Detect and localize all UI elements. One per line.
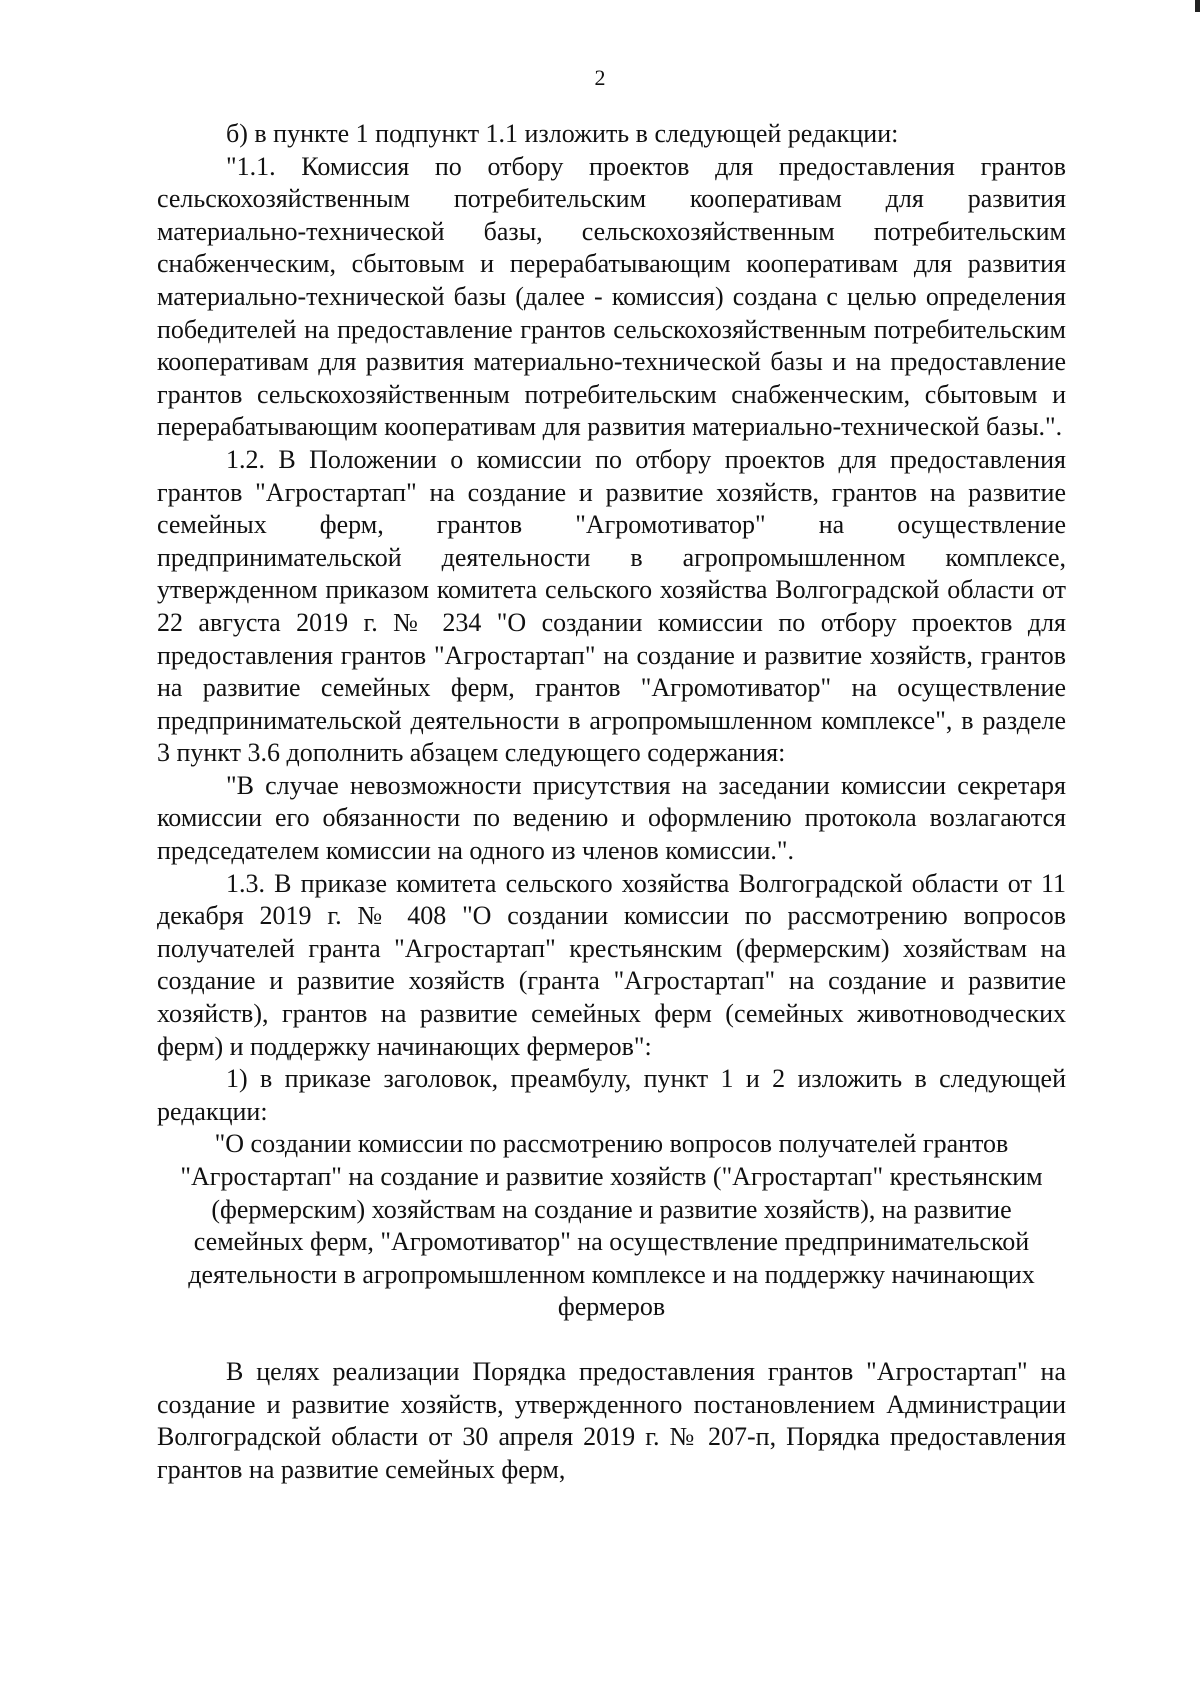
centered-order-title: "О создании комиссии по рассмотрению вопросов получателей грантов "Агростартап" на создание и развитие хозяйств ("Агростартап" крестьянским (фермерским) хозяйствам на создание и развитие хозяйств), на развитие семейных ферм, "Агромотиватор" на осуществление предпринимательской деятельности в агропромышленном комплексе и на поддержку начинающих фермеров — [180, 1129, 1043, 1322]
paragraph-clause-1-2: 1.2. В Положении о комиссии по отбору проектов для предоставления грантов "Агростартап" на создание и развитие хозяйств, грантов на развитие семейных ферм, грантов "Агромотиватор" на осуществление предпринимательской деятельности в агропромышленном комплексе, утвержденном приказом комитета сельского хозяйства Волгоградской области от 22 августа 2019 г. № 234 "О создании комиссии по отбору проектов для предоставления грантов "Агростартап" на создание и развитие хозяйств, грантов на развитие семейных ферм, грантов "Агромотиватор" на осуществление предпринимательской деятельности в агропромышленном комплексе", в разделе 3 пункт 3.6 дополнить абзацем следующего содержания: — [157, 444, 1066, 768]
page-number: 2 — [594, 65, 606, 90]
document-body — [157, 118, 1066, 1486]
paragraph-quoted-addition: "В случае невозможности присутствия на заседании комиссии секретаря комиссии его обязанности по ведению и оформлению протокола возлагаются председателем комиссии на одного из членов комиссии.". — [157, 770, 1066, 866]
paragraph-subclause-1: 1) в приказе заголовок, преамбулу, пункт 1 и 2 изложить в следующей редакции: — [157, 1064, 1066, 1126]
paragraph-amendment-b: б) в пункте 1 подпункт 1.1 изложить в следующей редакции: — [226, 119, 899, 148]
paragraph-clause-1-3: 1.3. В приказе комитета сельского хозяйства Волгоградской области от 11 декабря 2019 г. № 408 "О создании комиссии по рассмотрению вопросов получателей гранта "Агростартап" крестьянским (фермерским) хозяйствам на создание и развитие хозяйств (гранта "Агростартап" на создание и развитие хозяйств), грантов на развитие семейных ферм (семейных животноводческих ферм) и поддержку начинающих фермеров": — [157, 868, 1066, 1061]
scan-edge-mark — [1195, 0, 1200, 12]
paragraph-clause-1-1: "1.1. Комиссия по отбору проектов для предоставления грантов сельскохозяйственным потребительским кооперативам для развития материально-технической базы, сельскохозяйственным потребительским снабженческим, сбытовым и перерабатывающим кооперативам для развития материально-технической базы (далее - комиссия) создана с целью определения победителей на предоставление грантов сельскохозяйственным потребительским кооперативам для развития материально-технической базы и на предоставление грантов сельскохозяйственным потребительским снабженческим, сбытовым и перерабатывающим кооперативам для развития материально-технической базы.". — [157, 151, 1066, 442]
paragraph-preamble: В целях реализации Порядка предоставления грантов "Агростартап" на создание и развитие хозяйств, утвержденного постановлением Администрации Волгоградской области от 30 апреля 2019 г. № 207-п, Порядка предоставления грантов на развитие семейных ферм, — [157, 1356, 1066, 1484]
